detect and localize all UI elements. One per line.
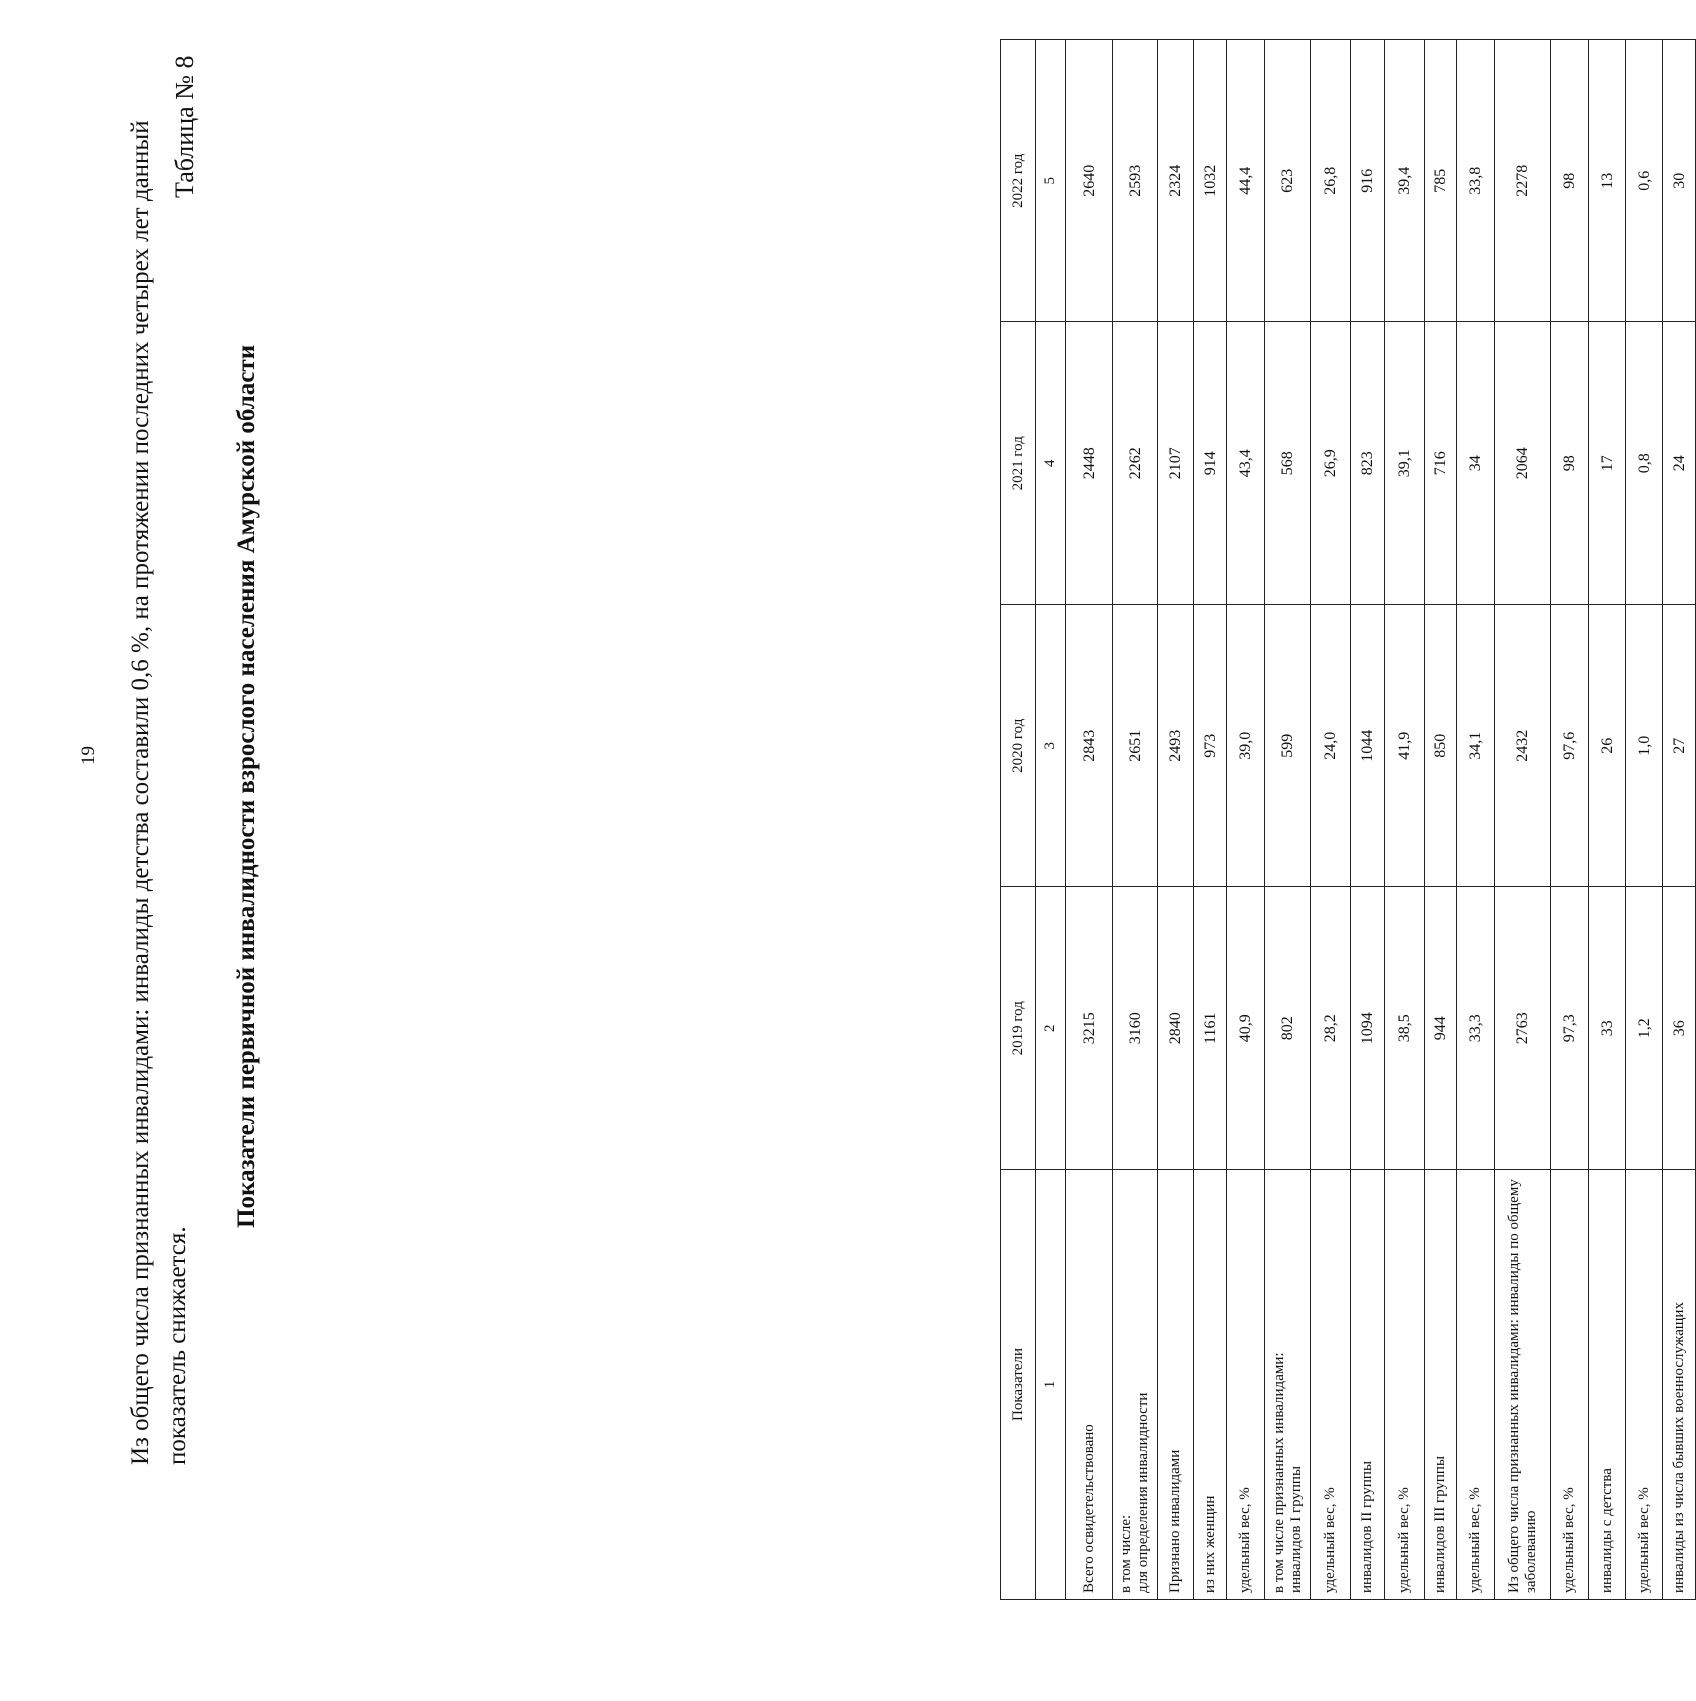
row-value-cell: 1094 <box>1351 887 1385 1170</box>
row-value-cell: 27 <box>1663 605 1696 888</box>
row-value-cell: 26,9 <box>1311 322 1351 605</box>
header-cell-2019: 2019 год <box>1001 887 1036 1170</box>
table-title: Показатели первичной инвалидности взрослого населения Амурской области <box>233 344 260 1228</box>
row-value-cell: 17 <box>1589 322 1626 605</box>
row-value-cell: 2843 <box>1066 605 1113 888</box>
row-label: Всего освидетельствовано <box>1066 1170 1113 1600</box>
row-label: удельный вес, % <box>1311 1170 1351 1600</box>
column-number-cell: 1 <box>1036 1170 1066 1600</box>
table-row <box>1311 40 1351 1600</box>
row-value-cell: 1161 <box>1194 887 1227 1170</box>
row-value-cell: 24 <box>1663 322 1696 605</box>
row-value-cell: 0,6 <box>1626 40 1663 323</box>
table-row <box>1663 40 1696 1600</box>
row-value-cell: 43,4 <box>1227 322 1265 605</box>
row-label: в том числе признанных инвалидами: инвалидов I группы <box>1265 1170 1311 1600</box>
row-label: Из общего числа признанных инвалидами: инвалиды по общему заболеванию <box>1495 1170 1551 1600</box>
row-value-cell: 28,2 <box>1311 887 1351 1170</box>
row-value-cell: 1,0 <box>1626 605 1663 888</box>
intro-line-2: показатель снижается. <box>164 1226 191 1465</box>
table-row <box>1113 40 1158 1600</box>
table-row <box>1495 40 1551 1600</box>
row-value-cell: 2448 <box>1066 322 1113 605</box>
table-row <box>1066 40 1113 1600</box>
table-number: Таблица № 8 <box>170 55 199 198</box>
row-value-cell: 1032 <box>1194 40 1227 323</box>
page-number: 19 <box>78 746 99 765</box>
column-number-cell: 2 <box>1036 887 1066 1170</box>
row-label: инвалидов III группы <box>1425 1170 1457 1600</box>
intro-paragraph <box>122 120 196 1465</box>
intro-line-1: Из общего числа признанных инвалидами: инвалиды детства составили 0,6 %, на протяжении последних четырех лет данный <box>127 120 154 1465</box>
row-value-cell: 34,1 <box>1457 605 1495 888</box>
row-value-cell: 33 <box>1589 887 1626 1170</box>
table-row <box>1626 40 1663 1600</box>
row-value-cell: 2432 <box>1495 605 1551 888</box>
disability-table-container <box>1000 40 1696 1600</box>
row-value-cell: 973 <box>1194 605 1227 888</box>
table-body <box>1001 40 1696 1600</box>
row-value-cell: 2493 <box>1158 605 1194 888</box>
row-value-cell: 850 <box>1425 605 1457 888</box>
row-value-cell: 33,8 <box>1457 40 1495 323</box>
column-number-cell: 3 <box>1036 605 1066 888</box>
row-value-cell: 785 <box>1425 40 1457 323</box>
table-header-row <box>1001 40 1036 1600</box>
row-value-cell: 34 <box>1457 322 1495 605</box>
row-value-cell: 3160 <box>1113 887 1158 1170</box>
row-value-cell: 2840 <box>1158 887 1194 1170</box>
row-value-cell: 2640 <box>1066 40 1113 323</box>
row-value-cell: 2324 <box>1158 40 1194 323</box>
header-cell-2022: 2022 год <box>1001 40 1036 323</box>
row-label: удельный вес, % <box>1551 1170 1589 1600</box>
row-value-cell: 599 <box>1265 605 1311 888</box>
row-value-cell: 26,8 <box>1311 40 1351 323</box>
row-value-cell: 1,2 <box>1626 887 1663 1170</box>
row-label: удельный вес, % <box>1457 1170 1495 1600</box>
row-value-cell: 39,0 <box>1227 605 1265 888</box>
row-value-cell: 0,8 <box>1626 322 1663 605</box>
row-value-cell: 1044 <box>1351 605 1385 888</box>
row-value-cell: 716 <box>1425 322 1457 605</box>
row-value-cell: 2107 <box>1158 322 1194 605</box>
row-label: инвалиды с детства <box>1589 1170 1626 1600</box>
row-value-cell: 98 <box>1551 40 1589 323</box>
table-row <box>1551 40 1589 1600</box>
row-value-cell: 13 <box>1589 40 1626 323</box>
row-value-cell: 98 <box>1551 322 1589 605</box>
table-row <box>1457 40 1495 1600</box>
row-value-cell: 914 <box>1194 322 1227 605</box>
table-row <box>1589 40 1626 1600</box>
row-value-cell: 36 <box>1663 887 1696 1170</box>
row-value-cell: 3215 <box>1066 887 1113 1170</box>
column-number-row <box>1036 40 1066 1600</box>
row-value-cell: 97,6 <box>1551 605 1589 888</box>
table-row <box>1194 40 1227 1600</box>
row-value-cell: 2064 <box>1495 322 1551 605</box>
row-value-cell: 97,3 <box>1551 887 1589 1170</box>
row-value-cell: 2593 <box>1113 40 1158 323</box>
row-value-cell: 823 <box>1351 322 1385 605</box>
row-value-cell: 916 <box>1351 40 1385 323</box>
row-value-cell: 2278 <box>1495 40 1551 323</box>
row-value-cell: 623 <box>1265 40 1311 323</box>
row-value-cell: 26 <box>1589 605 1626 888</box>
column-number-cell: 5 <box>1036 40 1066 323</box>
row-label: в том числе: для определения инвалидности <box>1113 1170 1158 1600</box>
table-row <box>1158 40 1194 1600</box>
disability-table <box>1000 39 1696 1600</box>
row-label: из них женщин <box>1194 1170 1227 1600</box>
row-value-cell: 39,4 <box>1385 40 1425 323</box>
table-row <box>1385 40 1425 1600</box>
row-value-cell: 40,9 <box>1227 887 1265 1170</box>
row-value-cell: 568 <box>1265 322 1311 605</box>
header-cell-indicators: Показатели <box>1001 1170 1036 1600</box>
row-value-cell: 2262 <box>1113 322 1158 605</box>
header-cell-2021: 2021 год <box>1001 322 1036 605</box>
table-row <box>1425 40 1457 1600</box>
row-value-cell: 802 <box>1265 887 1311 1170</box>
row-value-cell: 41,9 <box>1385 605 1425 888</box>
row-value-cell: 33,3 <box>1457 887 1495 1170</box>
row-label: Признано инвалидами <box>1158 1170 1194 1600</box>
row-label: удельный вес, % <box>1626 1170 1663 1600</box>
row-value-cell: 944 <box>1425 887 1457 1170</box>
row-value-cell: 39,1 <box>1385 322 1425 605</box>
table-row <box>1227 40 1265 1600</box>
row-label: удельный вес, % <box>1227 1170 1265 1600</box>
row-value-cell: 2763 <box>1495 887 1551 1170</box>
row-label: удельный вес, % <box>1385 1170 1425 1600</box>
row-label: инвалиды из числа бывших военнослужащих <box>1663 1170 1696 1600</box>
table-row <box>1351 40 1385 1600</box>
column-number-cell: 4 <box>1036 322 1066 605</box>
row-value-cell: 30 <box>1663 40 1696 323</box>
row-value-cell: 44,4 <box>1227 40 1265 323</box>
row-value-cell: 24,0 <box>1311 605 1351 888</box>
row-value-cell: 38,5 <box>1385 887 1425 1170</box>
table-row <box>1265 40 1311 1600</box>
header-cell-2020: 2020 год <box>1001 605 1036 888</box>
row-value-cell: 2651 <box>1113 605 1158 888</box>
row-label: инвалидов II группы <box>1351 1170 1385 1600</box>
